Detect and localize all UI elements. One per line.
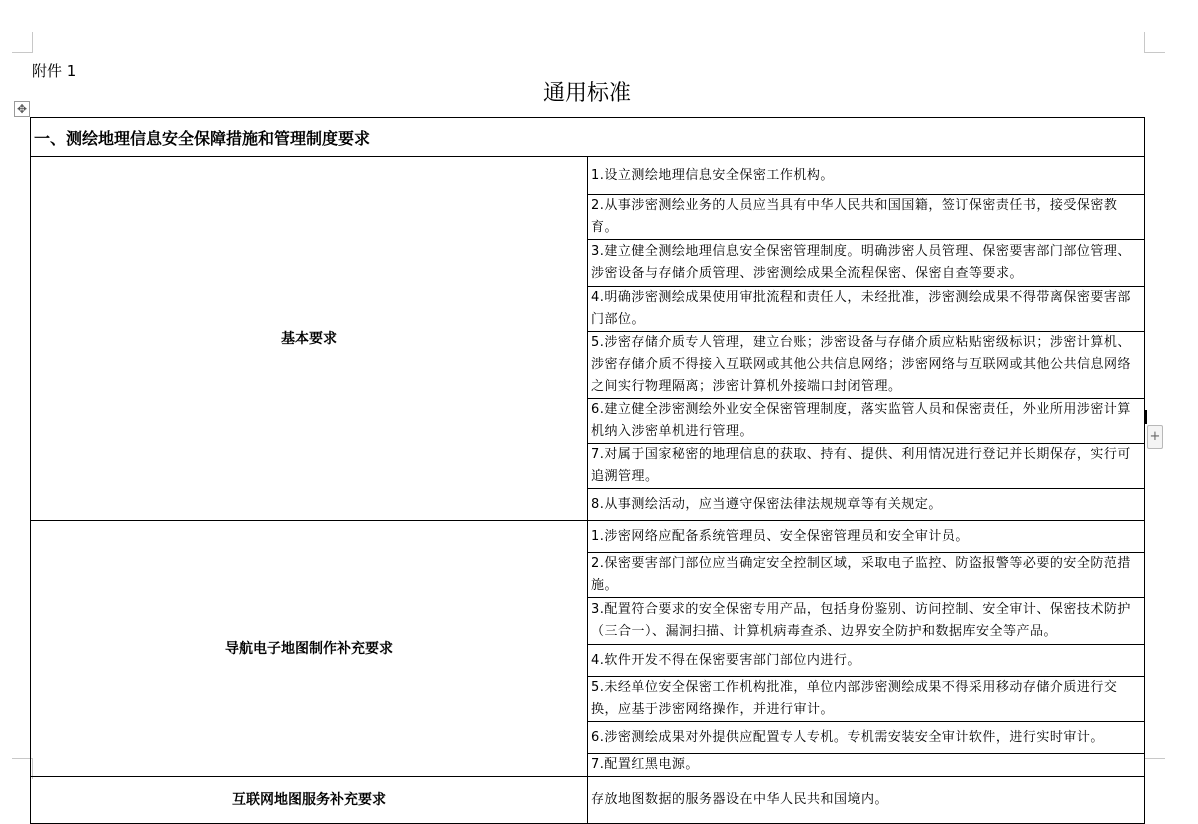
table-add-column-icon[interactable]: +	[1147, 425, 1163, 449]
requirement-cell[interactable]: 3.建立健全测绘地理信息安全保密管理制度。明确涉密人员管理、保密要害部门部位管理、涉密设备与存储介质管理、涉密测绘成果全流程保密、保密自查等要求。	[588, 240, 1145, 287]
attachment-label: 附件 1	[32, 62, 77, 80]
requirement-cell[interactable]: 5.涉密存储介质专人管理，建立台账；涉密设备与存储介质应粘贴密级标识；涉密计算机、涉密存储介质不得接入互联网或其他公共信息网络；涉密网络与互联网或其他公共信息网络之间实行物理隔离；涉密计算机外接端口封闭管理。	[588, 332, 1145, 399]
category-cell-internet[interactable]: 互联网地图服务补充要求	[31, 777, 588, 824]
table-move-handle-icon[interactable]: ✥	[14, 101, 30, 117]
page-corner-bottom-right	[1144, 758, 1165, 779]
table-row	[31, 157, 1145, 195]
requirement-cell[interactable]: 2.从事涉密测绘业务的人员应当具有中华人民共和国国籍，签订保密责任书，接受保密教育。	[588, 195, 1145, 240]
text-cursor	[1145, 410, 1147, 424]
requirement-cell[interactable]: 1.设立测绘地理信息安全保密工作机构。	[588, 157, 1145, 195]
category-cell-navigation[interactable]: 导航电子地图制作补充要求	[31, 521, 588, 777]
document-title: 通用标准	[542, 81, 631, 106]
requirement-cell[interactable]: 4.软件开发不得在保密要害部门部位内进行。	[588, 645, 1145, 677]
requirement-cell[interactable]: 2.保密要害部门部位应当确定安全控制区域，采取电子监控、防盗报警等必要的安全防范措施。	[588, 553, 1145, 598]
requirements-table	[30, 117, 1145, 824]
requirement-cell[interactable]: 5.未经单位安全保密工作机构批准，单位内部涉密测绘成果不得采用移动存储介质进行交换，应基于涉密网络操作，并进行审计。	[588, 677, 1145, 722]
table-row	[31, 777, 1145, 824]
requirement-cell[interactable]: 存放地图数据的服务器设在中华人民共和国境内。	[588, 777, 1145, 824]
requirement-cell[interactable]: 7.对属于国家秘密的地理信息的获取、持有、提供、利用情况进行登记并长期保存，实行可追溯管理。	[588, 444, 1145, 489]
page-corner-top-right	[1144, 32, 1165, 53]
requirement-cell[interactable]: 1.涉密网络应配备系统管理员、安全保密管理员和安全审计员。	[588, 521, 1145, 553]
page-corner-top-left	[12, 32, 33, 53]
requirement-cell[interactable]: 8.从事测绘活动，应当遵守保密法律法规规章等有关规定。	[588, 489, 1145, 521]
requirement-cell[interactable]: 6.建立健全涉密测绘外业安全保密管理制度，落实监管人员和保密责任，外业所用涉密计算机纳入涉密单机进行管理。	[588, 399, 1145, 444]
section-header-row	[31, 118, 1145, 157]
category-cell-basic[interactable]: 基本要求	[31, 157, 588, 521]
requirement-cell[interactable]: 6.涉密测绘成果对外提供应配置专人专机。专机需安装安全审计软件，进行实时审计。	[588, 722, 1145, 754]
requirement-cell[interactable]: 3.配置符合要求的安全保密专用产品，包括身份鉴别、访问控制、安全审计、保密技术防护（三合一）、漏洞扫描、计算机病毒查杀、边界安全防护和数据库安全等产品。	[588, 598, 1145, 645]
requirement-cell[interactable]: 4.明确涉密测绘成果使用审批流程和责任人，未经批准，涉密测绘成果不得带离保密要害部门部位。	[588, 287, 1145, 332]
table-row	[31, 521, 1145, 553]
requirement-cell[interactable]: 7.配置红黑电源。	[588, 754, 1145, 777]
section-title[interactable]: 一、测绘地理信息安全保障措施和管理制度要求	[31, 118, 1145, 157]
